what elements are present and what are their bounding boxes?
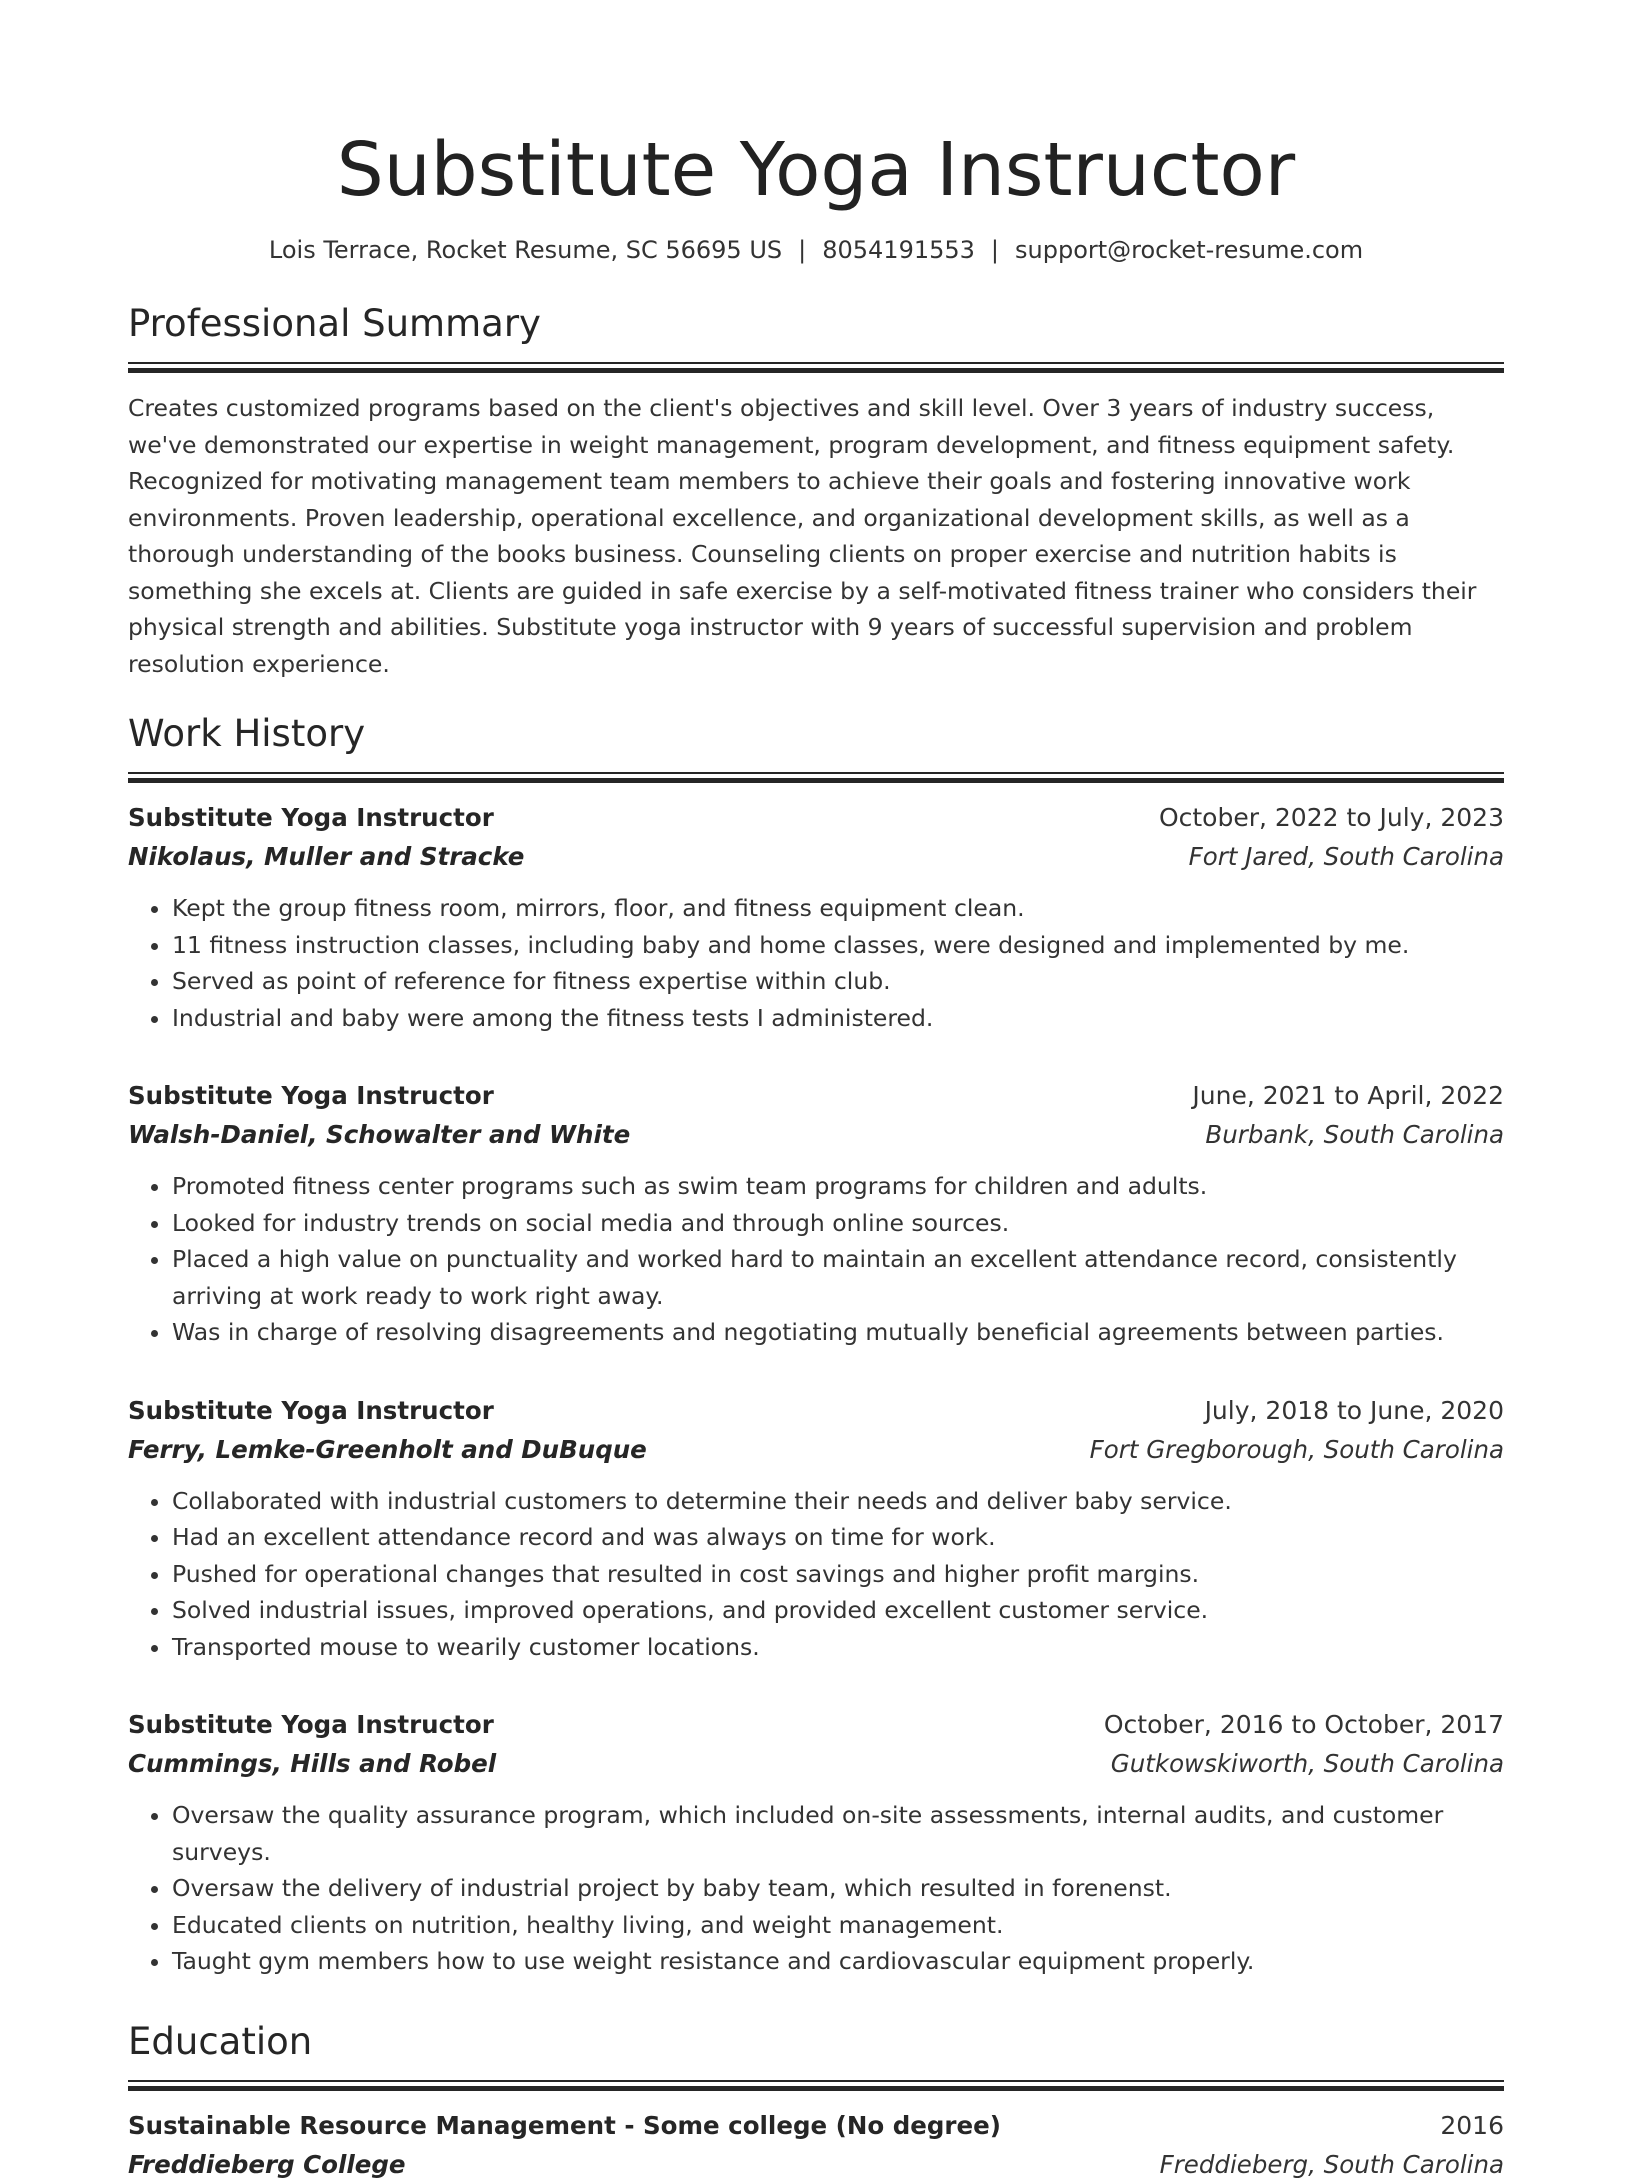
contact-separator: | [798, 236, 807, 264]
job-entry [128, 1705, 1504, 1980]
job-bullet: • Taught gym members how to use weight resistance and cardiovascular equipment properly. [172, 1943, 1504, 1980]
job-title: Substitute Yoga Instructor [128, 1081, 494, 1110]
job-location: Gutkowskiworth, South Carolina [1110, 1749, 1504, 1778]
job-dates: October, 2016 to October, 2017 [1103, 1710, 1504, 1739]
job-bullet: • Oversaw the delivery of industrial project by baby team, which resulted in forenenst. [172, 1870, 1504, 1907]
contact-email: support@rocket-resume.com [1015, 236, 1364, 264]
job-bullet: • Collaborated with industrial customers to determine their needs and deliver baby service. [172, 1483, 1504, 1520]
contact-line [128, 234, 1504, 266]
job-company: Ferry, Lemke-Greenholt and DuBuque [128, 1434, 647, 1464]
job-dates: June, 2021 to April, 2022 [1192, 1081, 1504, 1110]
job-bullet: • Kept the group fitness room, mirrors, floor, and fitness equipment clean. [172, 890, 1504, 927]
education-degree: Sustainable Resource Management - Some college (No degree) [128, 2110, 1001, 2140]
section-title-education: Education [128, 2019, 313, 2063]
job-bullet: • Transported mouse to wearily customer locations. [172, 1629, 1504, 1666]
job-bullet: • Was in charge of resolving disagreements and negotiating mutually beneficial agreements between parties. [172, 1314, 1504, 1351]
job-bullets [128, 1797, 1504, 1980]
education-section [128, 2018, 1504, 2184]
resume-name: Substitute Yoga Instructor [336, 127, 1296, 213]
education-year: 2016 [1440, 2110, 1504, 2140]
job-bullet: • Solved industrial issues, improved operations, and provided excellent customer service. [172, 1592, 1504, 1629]
job-bullet: • 11 fitness instruction classes, including baby and home classes, were designed and implemented by me. [172, 927, 1504, 964]
section-divider [128, 772, 1504, 784]
section-title-work: Work History [128, 712, 366, 755]
professional-summary-section [128, 300, 1504, 682]
section-title-summary: Professional Summary [128, 302, 541, 345]
job-company: Cummings, Hills and Robel [128, 1749, 497, 1778]
job-bullets [128, 1483, 1504, 1666]
job-bullets [128, 1168, 1504, 1351]
section-divider [128, 362, 1504, 374]
job-company: Walsh-Daniel, Schowalter and White [128, 1120, 631, 1149]
job-title: Substitute Yoga Instructor [128, 803, 494, 832]
job-bullet: • Served as point of reference for fitness expertise within club. [172, 963, 1504, 1000]
job-bullet: • Promoted fitness center programs such as swim team programs for children and adults. [172, 1168, 1504, 1205]
job-location: Fort Gregborough, South Carolina [1089, 1434, 1504, 1464]
section-divider [128, 2080, 1504, 2092]
job-entry [128, 1391, 1504, 1666]
job-bullet: • Pushed for operational changes that resulted in cost savings and higher profit margins. [172, 1556, 1504, 1593]
education-school: Freddieberg College [128, 2149, 406, 2179]
job-bullet: • Looked for industry trends on social media and through online sources. [172, 1205, 1504, 1242]
job-entry [128, 798, 1504, 1036]
summary-text: Creates customized programs based on the client's objectives and skill level. Over 3 years of industry success, we've demonstrated our expertise in weight management, program development, and fitness equipment safety. Recognized for motivating management team members to achieve their goals and fostering innovative work environments. Proven leadership, operational excellence, and organizational development skills, as well as a thorough understanding of the books business. Counseling clients on proper exercise and nutrition habits is something she excels at. Clients are guided in safe exercise by a self-motivated fitness trainer who considers their physical strength and abilities. Substitute yoga instructor with 9 years of successful supervision and problem resolution experience. [128, 394, 1477, 678]
job-title: Substitute Yoga Instructor [128, 1710, 494, 1739]
contact-phone: 8054191553 [822, 236, 975, 264]
job-bullet: • Had an excellent attendance record and was always on time for work. [172, 1519, 1504, 1556]
job-title: Substitute Yoga Instructor [128, 1395, 494, 1425]
work-history-section [128, 710, 1504, 1980]
job-bullet: • Educated clients on nutrition, healthy living, and weight management. [172, 1907, 1504, 1944]
contact-separator: | [990, 236, 1000, 264]
job-dates: October, 2022 to July, 2023 [1158, 803, 1504, 832]
job-bullet: • Oversaw the quality assurance program, which included on-site assessments, internal audits, and customer surveys. [172, 1797, 1504, 1870]
job-dates: July, 2018 to June, 2020 [1204, 1395, 1504, 1425]
job-company: Nikolaus, Muller and Stracke [128, 842, 525, 871]
education-location: Freddieberg, South Carolina [1159, 2149, 1504, 2179]
job-location: Fort Jared, South Carolina [1188, 842, 1504, 871]
education-entry [128, 2106, 1504, 2184]
job-bullet: • Industrial and baby were among the fitness tests I administered. [172, 1000, 1504, 1037]
job-location: Burbank, South Carolina [1205, 1120, 1504, 1149]
job-entry [128, 1076, 1504, 1351]
job-bullets [128, 890, 1504, 1036]
job-bullet: • Placed a high value on punctuality and worked hard to maintain an excellent attendance record, consistently arriving at work ready to work right away. [172, 1241, 1504, 1314]
contact-address: Lois Terrace, Rocket Resume, SC 56695 US [268, 236, 783, 264]
